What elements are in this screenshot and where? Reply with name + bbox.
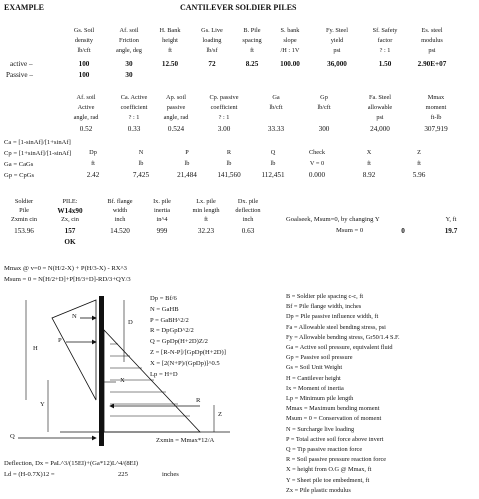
row1-col7-label-1: Sf. Safety bbox=[372, 27, 398, 34]
row2-col6-label-1: Fa. Steel bbox=[368, 94, 392, 101]
z-label: Z bbox=[218, 411, 223, 418]
example-label: EXAMPLE bbox=[4, 3, 44, 12]
row2-col7-label-2: moment bbox=[425, 104, 447, 111]
row2-col6-value: 24,000 bbox=[370, 125, 390, 133]
row3-col0-label-2: ft bbox=[91, 160, 95, 167]
row2-col2-label-2: passive bbox=[166, 104, 186, 111]
row1-col1-passive: 30 bbox=[125, 71, 133, 79]
row2-col2-label-1: Ap. soil bbox=[166, 94, 186, 101]
row1-col7-label-3: ? : 1 bbox=[379, 47, 391, 54]
row3-col4-value: 112,451 bbox=[261, 171, 285, 179]
row2-col3-label-1: Cp. passive bbox=[209, 94, 239, 101]
row1-col0-label-2: density bbox=[74, 37, 94, 44]
row2-col5-value: 300 bbox=[318, 125, 330, 133]
row2-col0-label-3: angle, rad bbox=[73, 114, 99, 121]
row4-col1-label-1: Ix. pile bbox=[153, 198, 171, 205]
ld-unit: inches bbox=[162, 471, 179, 478]
row3-col1-label-2: lb bbox=[138, 160, 144, 167]
row2-col3-value: 3.00 bbox=[217, 125, 231, 133]
row4-col1-label-2: inertia bbox=[153, 207, 171, 214]
legend-item-16: R = Soil passive pressure reaction force bbox=[286, 456, 387, 464]
row3-col6-label-1: X bbox=[366, 149, 372, 156]
row3-col5-label-2: V = 0 bbox=[309, 160, 325, 167]
row1-col8-label-3: psi bbox=[428, 47, 436, 54]
row1-col3-label-1: Gs. Live bbox=[201, 27, 223, 34]
row1-col8-label-1: Es. steel bbox=[421, 27, 443, 34]
row3-col4-label-2: lb bbox=[270, 160, 276, 167]
row3-col1-label-1: N bbox=[138, 149, 144, 156]
p-label: P bbox=[58, 337, 62, 344]
row4-col2-label-2: min length bbox=[192, 207, 220, 214]
legend-item-1: Bf = Pile flange width, inches bbox=[286, 303, 362, 311]
row1-col0-label-1: Gs. Soil bbox=[73, 27, 95, 34]
diagram-formula-4: Q = GpDp(H+2D)Z/2 bbox=[150, 338, 208, 346]
row2-col0-label-1: Af. soil bbox=[76, 94, 96, 101]
row2-col1-label-2: coefficient bbox=[120, 104, 148, 111]
legend-item-12: Msum = 0 = Conservation of moment bbox=[286, 415, 382, 423]
diagram-formula-7: Lp = H+D bbox=[150, 370, 178, 378]
row1-col7-label-2: factor bbox=[377, 37, 393, 44]
row3-col3-value: 141,560 bbox=[217, 171, 241, 179]
row4-col0-label-1: Bf. flange bbox=[107, 198, 133, 205]
row2-col5-label-2: lb/cft bbox=[317, 104, 331, 111]
row3-col6-value: 8.92 bbox=[362, 171, 376, 179]
row2-col4-label-2: lb/cft bbox=[269, 104, 283, 111]
row3-col6-label-2: ft bbox=[367, 160, 371, 167]
msum-value: 0 bbox=[401, 227, 405, 235]
row1-col6-active: 36,000 bbox=[327, 60, 347, 68]
row1-col6-label-1: Fy. Steel bbox=[326, 27, 348, 34]
row4-col1-value: 999 bbox=[156, 227, 168, 235]
row1-col4-label-3: ft bbox=[250, 47, 254, 54]
row4-col3-label-2: deflection bbox=[235, 207, 261, 214]
row4-col2-value: 32.23 bbox=[197, 227, 215, 235]
deflection-formula: Deflection, Dx = PaL^3/(15EI)+(Ga*12)L^4/(8EI) bbox=[4, 460, 139, 467]
row4-col0-label-3: inch bbox=[114, 216, 126, 223]
row2-col2-label-3: angle, rad bbox=[163, 114, 189, 121]
legend-item-6: Gp = Passive soil pressure bbox=[286, 354, 353, 362]
row2-col3-label-2: coefficient bbox=[210, 104, 238, 111]
row2-col7-label-3: ft-lb bbox=[430, 114, 442, 121]
row4-col0-value: 14.520 bbox=[110, 227, 130, 235]
diagram-formula-3: R = DpGpD^2/2 bbox=[150, 327, 194, 335]
pile-ok-status: OK bbox=[64, 238, 76, 246]
row4-col1-label-3: in^4 bbox=[156, 216, 168, 223]
diagram-formula-2: P = GaBH^2/2 bbox=[150, 316, 189, 324]
row1-col2-active: 12.50 bbox=[161, 60, 179, 68]
diagram-formula-6: X = [2(N+P)/(GpDp)]^0.5 bbox=[150, 359, 220, 367]
ld-formula: Ld = (H-0.7X)12 = bbox=[4, 471, 55, 478]
soldier-label-2: Pile bbox=[19, 207, 29, 214]
row2-col0-label-2: Active bbox=[77, 104, 95, 111]
legend-item-8: H = Cantilever height bbox=[286, 374, 341, 382]
row1-col0-passive: 100 bbox=[78, 71, 90, 79]
row1-col1-label-1: Af. soil bbox=[119, 27, 139, 34]
row1-col5-label-2: slope bbox=[283, 37, 297, 44]
row3-col0-value: 2.42 bbox=[86, 171, 100, 179]
row1-col6-label-3: psi bbox=[333, 47, 341, 54]
zxmin-formula: Zxmin = Mmax*12/A bbox=[156, 437, 215, 444]
row1-col1-active: 30 bbox=[125, 60, 133, 68]
formula-ca: Ca = [1-sinAf]/[1+sinAf] bbox=[4, 139, 71, 146]
row2-col5-label-1: Gp bbox=[320, 94, 328, 101]
formula-ga: Ga = CaGs bbox=[4, 161, 34, 168]
row2-col7-value: 307,919 bbox=[424, 125, 448, 133]
row1-col0-label-3: lb/cft bbox=[77, 47, 91, 54]
legend-item-17: X = height from O.G @ Mmax, ft bbox=[286, 466, 372, 474]
pile-zx-value: 157 bbox=[64, 227, 76, 235]
row1-col2-label-3: ft bbox=[168, 47, 172, 54]
row1-col7-active: 1.50 bbox=[378, 60, 392, 68]
row4-col3-label-1: Dx. pile bbox=[237, 198, 259, 205]
row2-col1-label-1: Ca. Active bbox=[120, 94, 148, 101]
zxmin-value: 153.96 bbox=[14, 227, 34, 235]
row1-col5-label-1: S. bank bbox=[280, 27, 300, 34]
row2-col4-label-1: Ga bbox=[272, 94, 280, 101]
page-title: CANTILEVER SOLDIER PILES bbox=[180, 3, 297, 12]
legend-item-14: P = Total active soil force above invert bbox=[286, 435, 384, 443]
row3-col4-label-1: Q bbox=[270, 149, 276, 156]
row2-col6-label-2: allowable bbox=[367, 104, 393, 111]
r-label: R bbox=[196, 397, 201, 404]
row3-col7-value: 5.96 bbox=[412, 171, 426, 179]
formula-gp: Gp = CpGs bbox=[4, 172, 35, 179]
row2-col7-label-1: Mmax bbox=[427, 94, 445, 101]
row3-col5-label-1: Check bbox=[308, 149, 326, 156]
legend-item-9: Ix = Moment of inertia bbox=[286, 384, 344, 392]
legend-item-0: B = Soldier pile spacing c-c, ft bbox=[286, 293, 364, 300]
y-label: Y, ft bbox=[445, 216, 457, 223]
row3-col1-value: 7,425 bbox=[132, 171, 150, 179]
diagram-formula-0: Dp = Bf/6 bbox=[150, 295, 177, 302]
row1-col8-label-2: modulus bbox=[421, 37, 443, 44]
goalseek-note: Goalseek, Msum=0, by changing Y bbox=[286, 216, 380, 223]
row1-col5-active: 100.00 bbox=[280, 60, 300, 68]
row1-col3-label-3: lb/sf bbox=[206, 47, 218, 54]
row2-col4-value: 33.33 bbox=[267, 125, 285, 133]
legend-item-18: Y = Sheet pile toe embedment, ft bbox=[286, 476, 370, 484]
legend-item-3: Fa = Allowable steel bending stress, psi bbox=[286, 323, 386, 331]
row1-col8-active: 2.90E+07 bbox=[417, 60, 447, 68]
diagram-formula-5: Z = [R-N-P]/[GpDp(H+2D)] bbox=[150, 349, 226, 356]
row1-col2-label-2: height bbox=[162, 37, 178, 44]
legend-item-15: Q = Tip passive reaction force bbox=[286, 446, 363, 453]
mmax-formula: Mmax @ v=0 = N(H/2-X) + P(H/3-X) - RX^3 bbox=[4, 265, 127, 272]
row1-col2-label-1: H. Bank bbox=[159, 27, 181, 34]
n-label: N bbox=[72, 313, 77, 320]
formula-cp: Cp = [1+sinAf]/[1-sinAf] bbox=[4, 150, 72, 157]
row1-col0-active: 100 bbox=[78, 60, 90, 68]
y-value: 19.7 bbox=[444, 227, 458, 235]
diagram-formula-1: N = GaHB bbox=[150, 305, 179, 313]
legend-item-7: Gs = Soil Unit Weight bbox=[286, 364, 343, 372]
q-label: Q bbox=[10, 433, 15, 440]
pile-designation: W14x90 bbox=[57, 207, 83, 215]
legend-item-2: Dp = Pile passive influence width, ft bbox=[286, 313, 379, 321]
row4-col3-label-3: inch bbox=[242, 216, 254, 223]
x-label: X bbox=[120, 377, 125, 384]
passive-row-label: Passive – bbox=[6, 71, 33, 79]
pile-label: PILE: bbox=[62, 198, 78, 205]
row3-col7-label-2: ft bbox=[417, 160, 421, 167]
legend-item-13: N = Surcharge live loading bbox=[286, 425, 355, 433]
row3-col3-label-2: lb bbox=[226, 160, 232, 167]
pile-zx-label: Zx, cin bbox=[61, 216, 79, 223]
row2-col1-label-3: ? : 1 bbox=[128, 114, 140, 121]
legend-item-11: Mmax = Maximum bending moment bbox=[286, 405, 380, 413]
row3-col7-label-1: Z bbox=[417, 149, 421, 156]
row2-col0-value: 0.52 bbox=[79, 125, 93, 133]
row1-col3-active: 72 bbox=[208, 60, 216, 68]
row1-col4-label-1: B. Pile bbox=[243, 27, 261, 34]
row1-col5-label-3: /H : 1V bbox=[280, 47, 300, 54]
legend-item-5: Ga = Active soil pressure, equivalent fluid bbox=[286, 344, 393, 351]
row1-col3-label-2: loading bbox=[202, 37, 222, 44]
y-dim-label: Y bbox=[40, 401, 45, 408]
row3-col2-label-1: P bbox=[185, 149, 189, 156]
row1-col6-label-2: yield bbox=[330, 37, 344, 44]
ld-value: 225 bbox=[118, 471, 128, 478]
soldier-label-3: Zxmin cin bbox=[10, 216, 38, 223]
row2-col3-label-3: ? : 1 bbox=[218, 114, 230, 121]
row1-col4-active: 8.25 bbox=[245, 60, 259, 68]
row3-col2-value: 21,484 bbox=[177, 171, 197, 179]
row1-col4-label-2: spacing bbox=[242, 37, 262, 44]
pile-shape bbox=[99, 296, 104, 446]
row2-col6-label-3: psi bbox=[376, 114, 384, 121]
legend-item-19: Zx = Pile plastic modulus bbox=[286, 486, 351, 494]
row3-col0-label-1: Dp bbox=[89, 149, 97, 156]
row1-col1-label-3: angle, deg bbox=[116, 47, 142, 54]
soldier-label-1: Soldier bbox=[14, 198, 34, 205]
row4-col2-label-1: Lx. pile bbox=[196, 198, 216, 205]
row3-col3-label-1: R bbox=[226, 149, 232, 156]
legend-item-4: Fy = Allowable bending stress, Gr50/1.4 S.F. bbox=[286, 333, 400, 341]
row4-col2-label-3: ft bbox=[204, 216, 208, 223]
row3-col2-label-2: lb bbox=[184, 160, 190, 167]
h-label: H bbox=[33, 345, 38, 352]
row2-col1-value: 0.33 bbox=[127, 125, 141, 133]
row1-col1-label-2: Friction bbox=[119, 37, 139, 44]
active-row-label: active – bbox=[10, 60, 33, 68]
row2-col2-value: 0.524 bbox=[167, 125, 185, 133]
row4-col0-label-2: width bbox=[112, 207, 128, 214]
msum-formula: Msum = 0 = N[H/2+D]+P[H/3+D]-RD/3+QY/3 bbox=[4, 276, 131, 283]
row3-col5-value: 0.000 bbox=[308, 171, 326, 179]
msum-label: Msum = 0 bbox=[336, 227, 364, 234]
row4-col3-value: 0.63 bbox=[241, 227, 255, 235]
legend-item-10: Lp = Minimum pile length bbox=[286, 395, 354, 402]
d-label: D bbox=[128, 319, 133, 326]
